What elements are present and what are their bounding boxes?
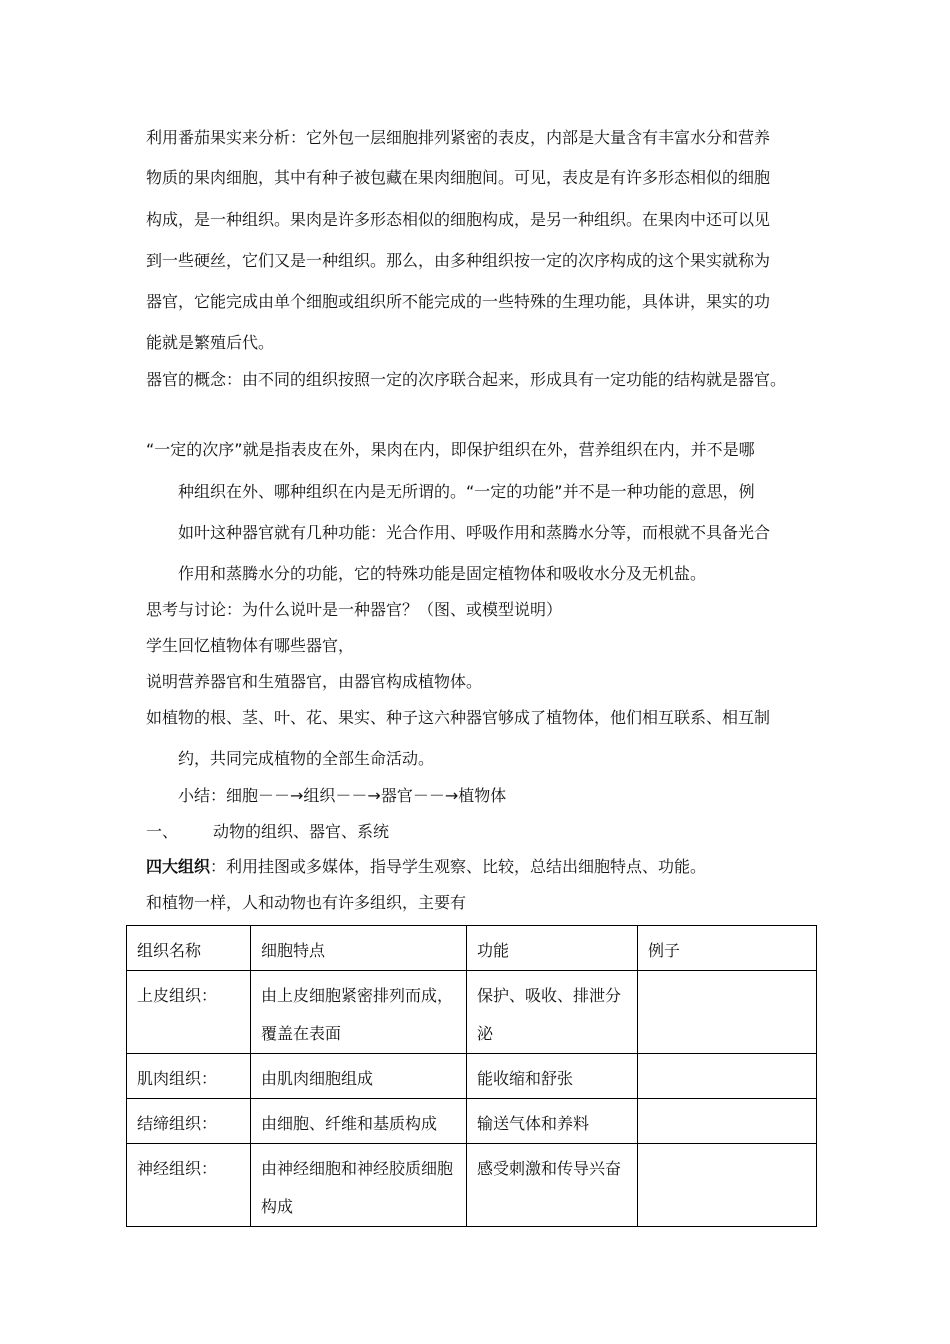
table-row bbox=[127, 1054, 817, 1099]
table-cell: 由肌肉细胞组成 bbox=[251, 1054, 467, 1099]
text-line: 和植物一样，人和动物也有许多组织，主要有 bbox=[146, 893, 467, 912]
table-row bbox=[127, 1144, 817, 1227]
table-cell: 肌肉组织： bbox=[127, 1054, 251, 1099]
text-line: 说明营养器官和生殖器官，由器官构成植物体。 bbox=[146, 672, 483, 691]
header-cell: 功能 bbox=[467, 926, 638, 971]
table-cell: 上皮组织： bbox=[127, 971, 251, 1054]
bold-term: 四大组织 bbox=[146, 857, 211, 876]
table-header-row bbox=[127, 926, 817, 971]
tissue-table bbox=[126, 925, 817, 1227]
header-cell: 例子 bbox=[638, 926, 817, 971]
table-cell: 能收缩和舒张 bbox=[467, 1054, 638, 1099]
text-line: 构成，是一种组织。果肉是许多形态相似的细胞构成，是另一种组织。在果肉中还可以见 bbox=[146, 210, 771, 229]
text-line: 种组织在外、哪种组织在内是无所谓的。“一定的功能”并不是一种功能的意思，例 bbox=[178, 482, 755, 501]
text-line: 学生回忆植物体有哪些器官， bbox=[146, 636, 355, 655]
table-cell: 结缔组织： bbox=[127, 1099, 251, 1144]
table-cell bbox=[638, 1054, 817, 1099]
section-heading: 动物的组织、器官、系统 bbox=[213, 822, 390, 841]
table-row bbox=[127, 1099, 817, 1144]
text-line: 能就是繁殖后代。 bbox=[146, 333, 275, 352]
text-line bbox=[146, 857, 706, 877]
table-cell: 感受刺激和传导兴奋 bbox=[467, 1144, 638, 1227]
table-cell: 由细胞、纤维和基质构成 bbox=[251, 1099, 467, 1144]
text-line: 如植物的根、茎、叶、花、果实、种子这六种器官够成了植物体，他们相互联系、相互制 bbox=[146, 708, 771, 727]
text-line: 到一些硬丝，它们又是一种组织。那么，由多种组织按一定的次序构成的这个果实就称为 bbox=[146, 251, 771, 270]
table-cell: 由神经细胞和神经胶质细胞构成 bbox=[251, 1144, 467, 1227]
text-line: 器官，它能完成由单个细胞或组织所不能完成的一些特殊的生理功能，具体讲，果实的功 bbox=[146, 292, 771, 311]
table-row bbox=[127, 971, 817, 1054]
table-cell bbox=[638, 971, 817, 1054]
text-span: ：利用挂图或多媒体，指导学生观察、比较，总结出细胞特点、功能。 bbox=[210, 857, 707, 876]
summary-line: 小结：细胞－－→组织－－→器官－－→植物体 bbox=[178, 786, 507, 805]
table-cell: 输送气体和养料 bbox=[467, 1099, 638, 1144]
table-cell: 由上皮细胞紧密排列而成，覆盖在表面 bbox=[251, 971, 467, 1054]
table-cell: 保护、吸收、排泄分泌 bbox=[467, 971, 638, 1054]
text-line: 作用和蒸腾水分的功能，它的特殊功能是固定植物体和吸收水分及无机盐。 bbox=[178, 564, 707, 583]
text-line: 利用番茄果实来分析：它外包一层细胞排列紧密的表皮，内部是大量含有丰富水分和营养 bbox=[146, 128, 771, 147]
table-cell: 神经组织： bbox=[127, 1144, 251, 1227]
text-line: “一定的次序”就是指表皮在外，果肉在内，即保护组织在外，营养组织在内，并不是哪 bbox=[146, 440, 755, 459]
table-cell bbox=[638, 1099, 817, 1144]
text-line: 思考与讨论：为什么说叶是一种器官？（图、或模型说明） bbox=[146, 600, 563, 619]
text-line: 如叶这种器官就有几种功能：光合作用、呼吸作用和蒸腾水分等，而根就不具备光合 bbox=[178, 523, 771, 542]
text-line: 器官的概念：由不同的组织按照一定的次序联合起来，形成具有一定功能的结构就是器官。 bbox=[146, 370, 787, 389]
table-cell bbox=[638, 1144, 817, 1227]
text-line: 物质的果肉细胞，其中有种子被包藏在果肉细胞间。可见，表皮是有许多形态相似的细胞 bbox=[146, 168, 771, 187]
section-number: 一、 bbox=[146, 822, 179, 841]
header-cell: 细胞特点 bbox=[251, 926, 467, 971]
text-line: 约，共同完成植物的全部生命活动。 bbox=[178, 749, 435, 768]
header-cell: 组织名称 bbox=[127, 926, 251, 971]
